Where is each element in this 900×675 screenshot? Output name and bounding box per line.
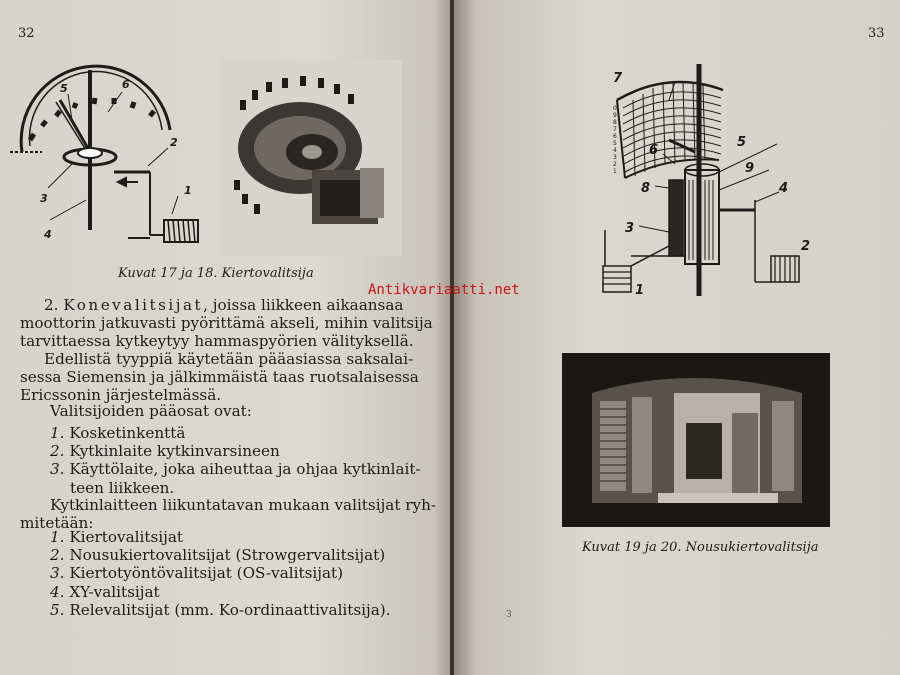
- list-2-item: [50, 564, 410, 582]
- caption-figures-19-20: Kuvat 19 ja 20. Nousukiertovalitsija: [582, 540, 819, 555]
- fig19-label-7: 7: [613, 71, 623, 86]
- figure-18-photo-art: [220, 60, 402, 256]
- list-intro-2: [20, 496, 437, 533]
- fig19-label-9: 9: [745, 161, 755, 176]
- paragraph-2: [20, 350, 419, 405]
- list-intro-1: Valitsijoiden pääosat ovat:: [50, 402, 252, 420]
- list-number: 3.: [50, 564, 65, 583]
- scale-digit: 4: [613, 147, 617, 154]
- list-1-item: [50, 460, 421, 479]
- page-number-left: 32: [18, 26, 35, 41]
- list-number: 2.: [50, 442, 65, 461]
- paragraph-1: [20, 296, 433, 351]
- caption-figures-17-18: Kuvat 17 ja 18. Kiertovalitsija: [118, 266, 314, 281]
- paragraph-1-line-3: tarvittaessa kytkeytyy hammaspyörien välityksellä.: [20, 332, 414, 351]
- list-number: 1.: [50, 424, 65, 442]
- list-number: 5.: [50, 600, 65, 619]
- scale-digit: 0: [613, 105, 617, 112]
- fig17-label-3: 3: [40, 192, 48, 205]
- list-text: Kytkinlaite kytkinvarsineen: [69, 442, 280, 461]
- list-1-item: [50, 479, 410, 497]
- list-2-item: [50, 583, 410, 601]
- list-number: 4.: [50, 582, 65, 601]
- scale-digit: 1: [613, 168, 617, 175]
- list-2-item: [50, 601, 410, 619]
- item-suffix: , joissa liikkeen aikaansaa: [203, 296, 404, 314]
- list-number: 2.: [50, 546, 65, 565]
- scale-digit: 3: [613, 154, 617, 161]
- figure-20-photo: [562, 353, 830, 527]
- list-1-item: [50, 442, 410, 460]
- fig17-label-4: 4: [44, 228, 52, 241]
- list-text: Kosketinkenttä: [69, 424, 186, 442]
- list-text: teen liikkeen.: [70, 478, 175, 497]
- list-1-item: [50, 424, 410, 442]
- paragraph-2-line-1: Edellistä tyyppiä käytetään pääasiassa saksalai-: [44, 350, 414, 368]
- scale-digit: 5: [613, 140, 617, 147]
- scale-digit: 9: [613, 112, 617, 119]
- list-2-item: [50, 528, 410, 546]
- list-text: Relevalitsijat (mm. Ko-ordinaattivalitsija).: [69, 600, 391, 619]
- right-page: [454, 0, 900, 675]
- scale-digit: 7: [613, 126, 617, 133]
- figure-18-photo: [220, 60, 402, 256]
- fig19-label-2: 2: [801, 239, 811, 254]
- figure-20-photo-art: [562, 353, 830, 527]
- fig17-label-2: 2: [170, 136, 178, 149]
- list-text: Nousukiertovalitsijat (Strowgervalitsijat): [69, 546, 386, 565]
- term-konevalitsijat: Konevalitsijat: [63, 296, 204, 314]
- fig17-label-5: 5: [60, 82, 68, 95]
- figure-19-drawing: [599, 60, 849, 300]
- item-prefix: 2.: [44, 296, 64, 314]
- paragraph-1-line-2: moottorin jatkuvasti pyörittämä akseli, mihin valitsija: [20, 314, 433, 333]
- scale-digit: 6: [613, 133, 617, 140]
- figure-17-drawing: [10, 60, 210, 260]
- list-text: Kiertovalitsijat: [69, 528, 183, 546]
- list-2-item: [50, 546, 410, 564]
- watermark-text: Antikvariaatti.net: [368, 282, 520, 298]
- list-2: [50, 528, 410, 619]
- fig19-label-1: 1: [635, 283, 645, 298]
- list-text: XY-valitsijat: [69, 582, 160, 601]
- fig19-label-6: 6: [649, 143, 659, 158]
- list-1: [50, 424, 421, 497]
- list-text: Kiertotyöntövalitsijat (OS-valitsijat): [69, 564, 344, 583]
- fig17-label-6: 6: [122, 78, 130, 91]
- fig19-label-8: 8: [641, 181, 651, 196]
- paragraph-2-line-2: sessa Siemensin ja jälkimmäistä taas ruotsalaisessa: [20, 368, 419, 387]
- paragraph-1-line-1: [20, 296, 404, 314]
- scale-digit: 2: [613, 161, 617, 168]
- paragraph-2-line-3: Ericssonin järjestelmässä.: [20, 386, 222, 405]
- list-intro-2-line-2: mitetään:: [20, 514, 94, 533]
- list-number: 1.: [50, 528, 65, 546]
- fig19-label-3: 3: [625, 221, 635, 236]
- fig19-label-4: 4: [779, 181, 789, 196]
- fig19-label-5: 5: [737, 135, 747, 150]
- list-intro-2-line-1: Kytkinlaitteen liikuntatavan mukaan valitsijat ryh-: [50, 496, 437, 514]
- page-number-right: 33: [868, 26, 885, 41]
- list-number: 3.: [50, 460, 65, 479]
- list-text: Käyttölaite, joka aiheuttaa ja ohjaa kytkinlait-: [69, 460, 421, 479]
- fig17-label-1: 1: [184, 184, 192, 197]
- scale-digit: 8: [613, 119, 617, 126]
- page-footer-mark: 3: [506, 610, 512, 620]
